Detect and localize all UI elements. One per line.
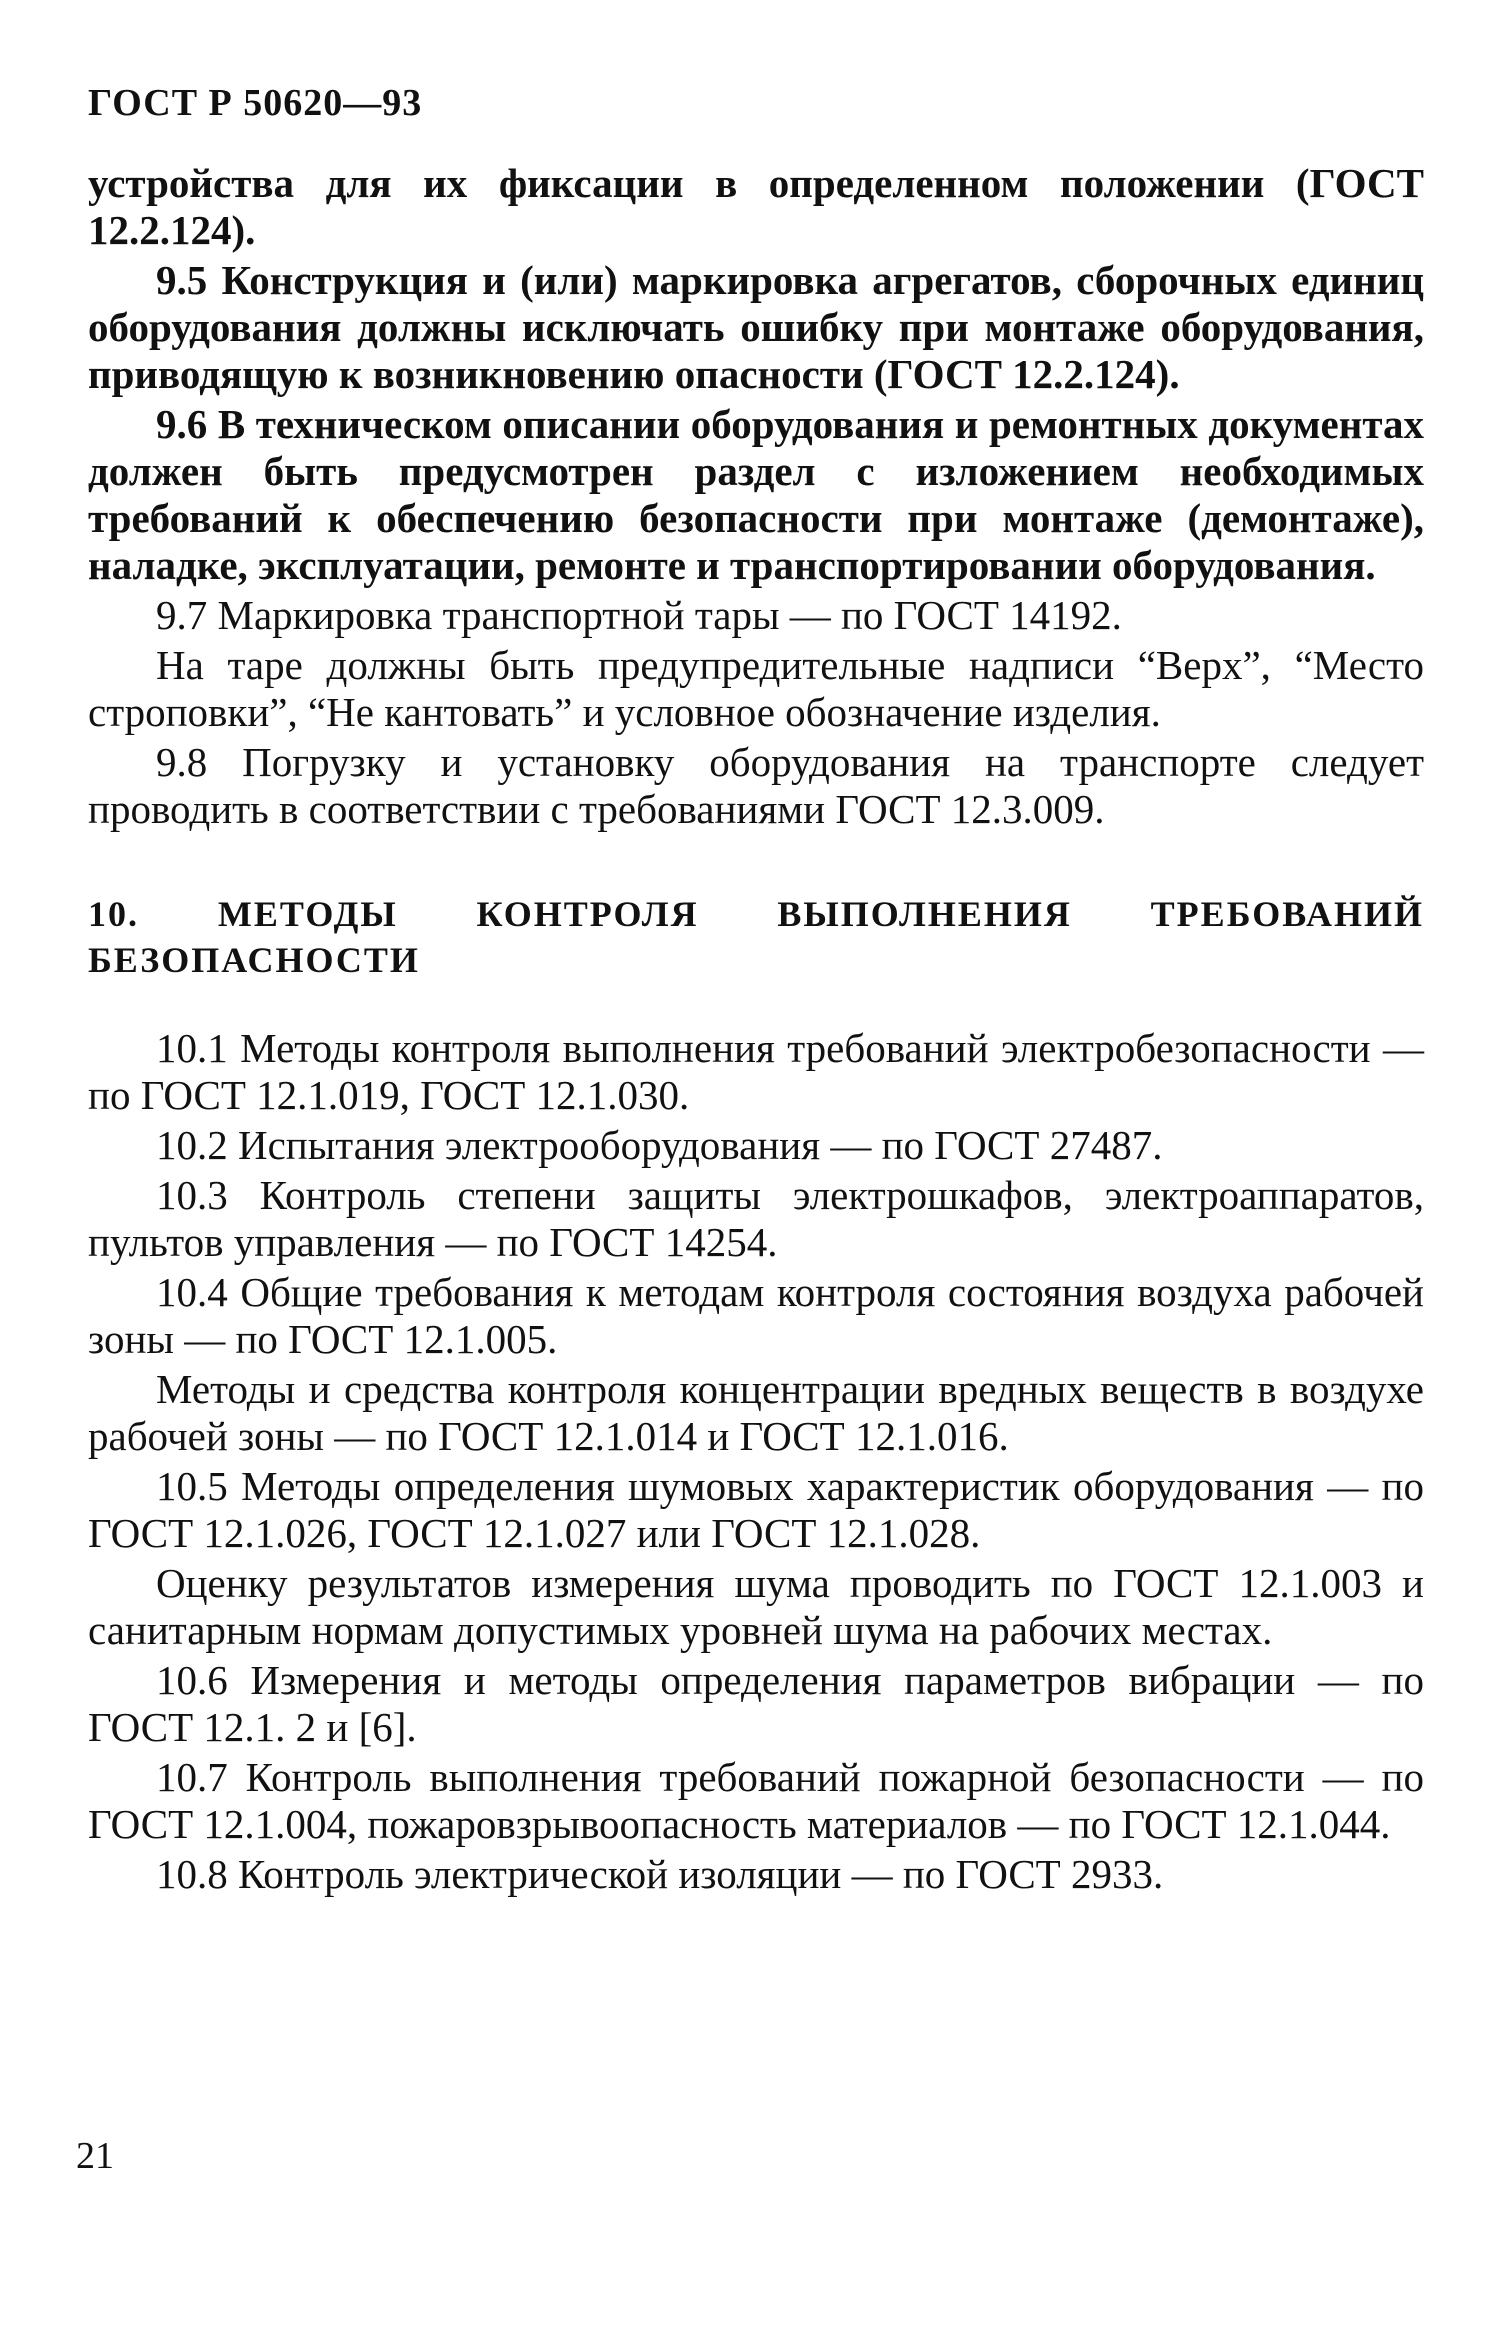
paragraph-9-8: 9.8 Погрузку и установку оборудования на транспорте следует проводить в соответствии с требованиями ГОСТ 12.3.009. xyxy=(88,739,1424,832)
running-header: ГОСТ Р 50620—93 xyxy=(88,82,423,124)
paragraph-10-7: 10.7 Контроль выполнения требований пожарной безопасности — по ГОСТ 12.1.004, пожаровзрывоопасность материалов — по ГОСТ 12.1.044. xyxy=(88,1754,1424,1847)
page-body xyxy=(88,160,1424,1901)
paragraph-9-7-labels: На таре должны быть предупредительные надписи “Верх”, “Место строповки”, “Не кантовать” и условное обозначение изделия. xyxy=(88,642,1424,735)
section-10-heading: 10. МЕТОДЫ КОНТРОЛЯ ВЫПОЛНЕНИЯ ТРЕБОВАНИЙ БЕЗОПАСНОСТИ xyxy=(88,894,1424,980)
paragraph-9-5: 9.5 Конструкция и (или) маркировка агрегатов, сборочных единиц оборудования должны исключать ошибку при монтаже оборудования, приводящую к возникновению опасности (ГОСТ 12.2.124). xyxy=(88,257,1424,397)
page-number: 21 xyxy=(76,2135,114,2177)
paragraph-10-2: 10.2 Испытания электрооборудования — по ГОСТ 27487. xyxy=(156,1122,1163,1168)
paragraph-10-5-evaluation: Оценку результатов измерения шума проводить по ГОСТ 12.1.003 и санитарным нормам допустимых уровней шума на рабочих местах. xyxy=(88,1560,1424,1653)
paragraph-9-7: 9.7 Маркировка транспортной тары — по ГОСТ 14192. xyxy=(156,592,1122,638)
paragraph-10-3: 10.3 Контроль степени защиты электрошкафов, электроаппаратов, пультов управления — по ГОСТ 14254. xyxy=(88,1172,1424,1265)
paragraph-10-5: 10.5 Методы определения шумовых характеристик оборудования — по ГОСТ 12.1.026, ГОСТ 12.1.027 или ГОСТ 12.1.028. xyxy=(88,1463,1424,1556)
paragraph-9-6: 9.6 В техническом описании оборудования и ремонтных документах должен быть предусмотрен раздел с изложением необходимых требований к обеспечению безопасности при монтаже (демонтаже), наладке, эксплуатации, ремонте и транспортировании оборудования. xyxy=(88,401,1424,588)
paragraph-10-1: 10.1 Методы контроля выполнения требований электробезопасности — по ГОСТ 12.1.019, ГОСТ 12.1.030. xyxy=(88,1025,1424,1118)
paragraph-10-8: 10.8 Контроль электрической изоляции — по ГОСТ 2933. xyxy=(156,1851,1164,1897)
paragraph-10-6: 10.6 Измерения и методы определения параметров вибрации — по ГОСТ 12.1. 2 и [6]. xyxy=(88,1657,1424,1750)
paragraph-continuation: устройства для их фиксации в определенном положении (ГОСТ 12.2.124). xyxy=(88,160,1424,253)
paragraph-10-4-methods: Методы и средства контроля концентрации вредных веществ в воздухе рабочей зоны — по ГОСТ 12.1.014 и ГОСТ 12.1.016. xyxy=(88,1366,1424,1459)
paragraph-10-4: 10.4 Общие требования к методам контроля состояния воздуха рабочей зоны — по ГОСТ 12.1.005. xyxy=(88,1269,1424,1362)
